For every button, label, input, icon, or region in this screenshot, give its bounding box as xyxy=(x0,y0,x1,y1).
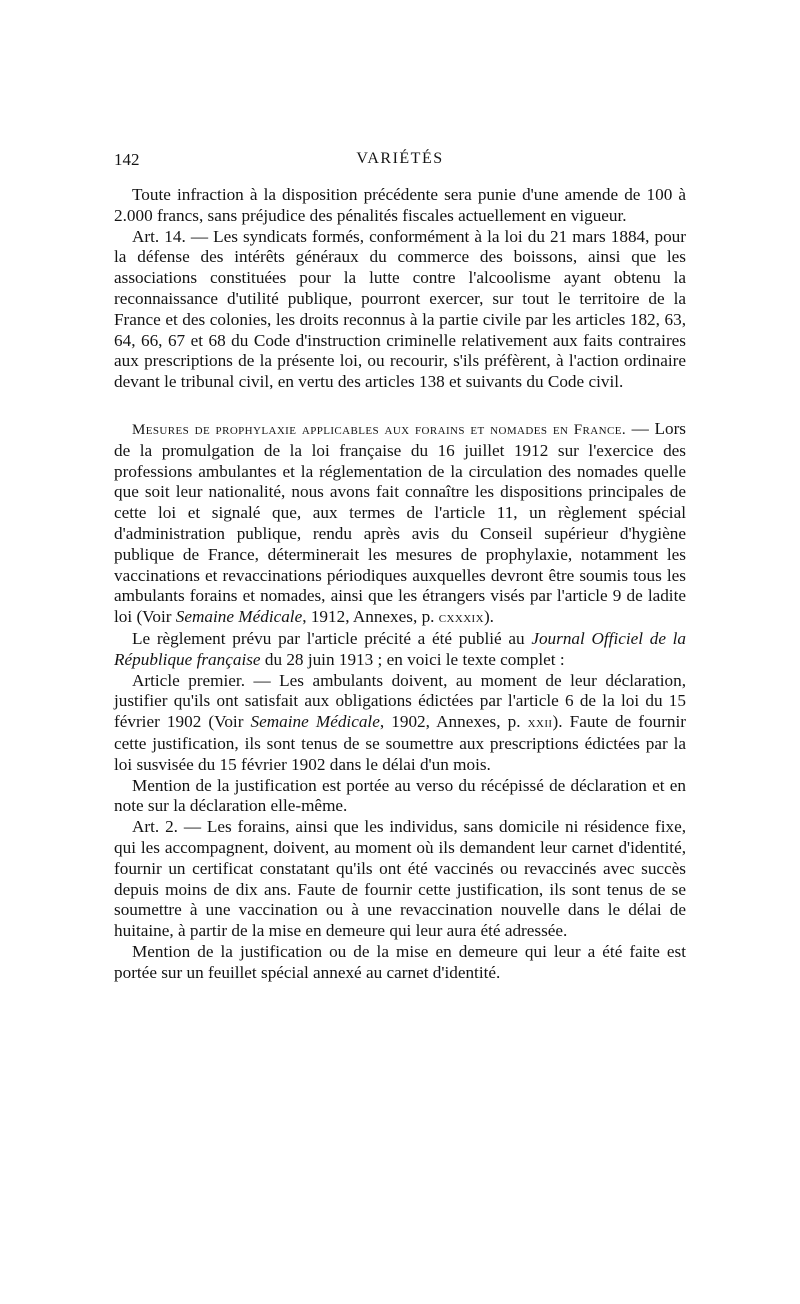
paragraph-mention-2: Mention de la justification ou de la mise en demeure qui leur a été faite est portée sur un feuillet spécial annexé au carnet d'identité. xyxy=(114,941,686,982)
paragraph-article-2: Art. 2. — Les forains, ainsi que les individus, sans domicile ni résidence fixe, qui les accompagnent, doivent, au moment où ils demandent leur carnet d'identité, fournir un certificat constatant qu'ils ont été vaccinés ou revaccinés avec succès depuis moins de dix ans. Faute de fournir cette justification, ils sont tenus de se soumettre à une vaccination ou à une revaccination nouvelle dans le délai de huitaine, à partir de la mise en demeure qui leur aura été adressée. xyxy=(114,817,686,941)
running-title: VARIÉTÉS xyxy=(356,150,444,167)
text-segment: Article premier. — Les ambulants doivent, au moment de leur déclaration, justifier qu'ils ont satisfait aux obligations édictées par l'article 6 de la loi du 15 février 1902 (Voir xyxy=(114,670,686,732)
publication-title: Journal Officiel de la République française xyxy=(114,628,687,669)
body-text xyxy=(114,185,686,983)
text-segment: — Lors de la promulgation de la loi française du 16 juillet 1912 sur l'exercice des professions ambulantes et la réglementation de la circulation des nomades quelle que soit leur nationalité, nous avons fait connaître les dispositions principales de cette loi et signalé que, aux termes de l'article 11, un règlement spécial d'administration publique, rendu après avis du Conseil supérieur d'hygiène publique de France, déterminerait les mesures de prophylaxie, notamment les vaccinations et revaccinations périodiques auxquelles devront être soumis tous les ambulants forains et nomades, ainsi que les étrangers visés par l'article 9 de ladite loi (Voir xyxy=(114,418,686,627)
page-header xyxy=(114,150,686,176)
section-heading: Mesures de prophylaxie applicables aux forains et nomades en France. xyxy=(132,421,626,438)
text-segment: Le règlement prévu par l'article précité a été publié au xyxy=(132,628,532,648)
publication-title: Semaine Médicale xyxy=(175,607,303,627)
roman-numeral: cxxxix xyxy=(438,610,484,627)
paragraph-penalty: Toute infraction à la disposition précédente sera punie d'une amende de 100 à 2.000 francs, sans préjudice des pénalités fiscales actuellement en vigueur. xyxy=(114,185,686,225)
paragraph-article-14: Art. 14. — Les syndicats formés, conformément à la loi du 21 mars 1884, pour la défense des intérêts généraux du commerce des boissons, ainsi que les associations constituées pour la lutte contre l'alcoolisme ayant obtenu la reconnaissance d'utilité publique, pourront exercer, sur tout le territoire de la France et des colonies, les droits reconnus à la partie civile par les articles 182, 63, 64, 66, 67 et 68 du Code d'instruction criminelle relativement aux faits contraires aux prescriptions de la présente loi, ou recourir, s'ils préfèrent, à l'action ordinaire devant le tribunal civil, en vertu des articles 138 et suivants du Code civil. xyxy=(114,226,686,392)
paragraph-article-1 xyxy=(114,671,686,776)
paragraph-prophylaxis-intro xyxy=(114,419,686,629)
text-segment: , 1912, Annexes, p. xyxy=(302,607,439,627)
page-number: 142 xyxy=(114,150,140,169)
text-segment: ). Faute de fournir cette justification, ils sont tenus de se soumettre aux prescriptions édictées par la loi susvisée du 15 février 1902 dans le délai d'un mois. xyxy=(114,712,687,774)
roman-numeral: xxii xyxy=(527,715,553,732)
text-segment: du 28 juin 1913 ; en voici le texte complet : xyxy=(260,649,565,669)
paragraph-regulation xyxy=(114,629,686,671)
text-segment: ). xyxy=(483,607,494,627)
publication-title: Semaine Médicale xyxy=(250,712,380,732)
paragraph-mention-1: Mention de la justification est portée au verso du récépissé de déclaration et en note sur la déclaration elle-même. xyxy=(114,775,686,816)
text-segment: , 1902, Annexes, p. xyxy=(379,712,528,732)
